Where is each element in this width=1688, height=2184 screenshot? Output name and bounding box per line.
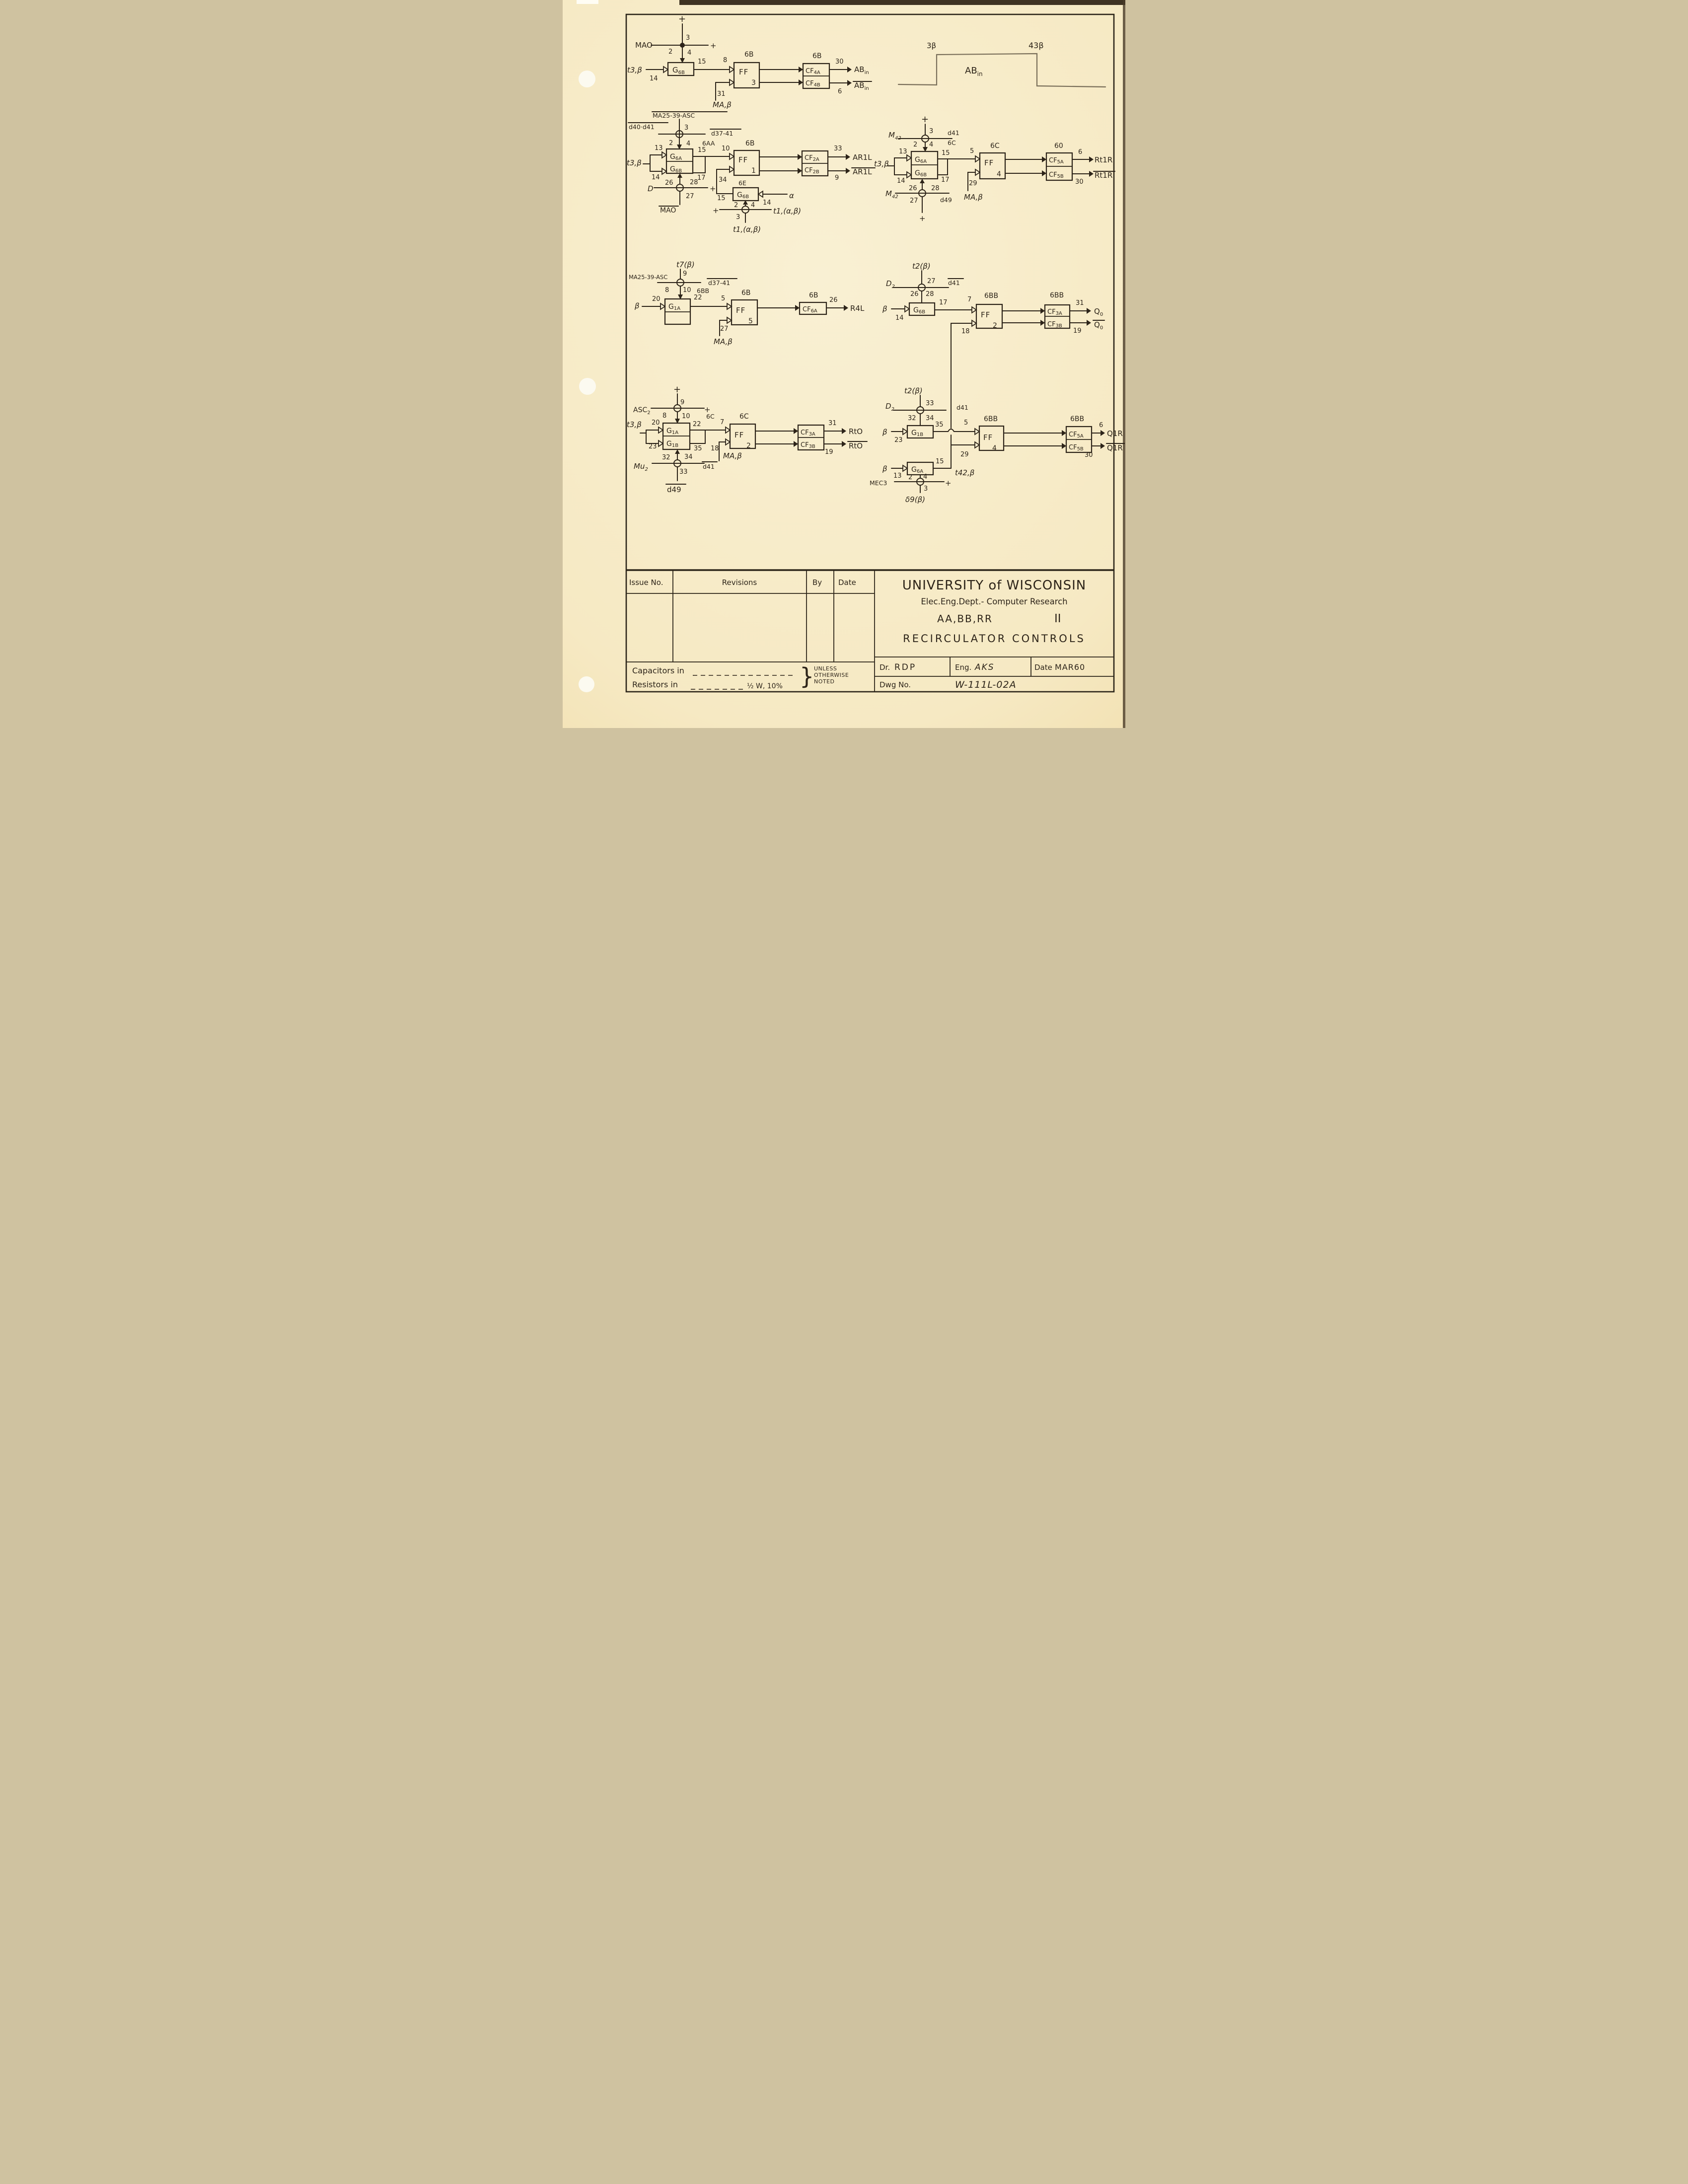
pin-label: 5	[721, 295, 726, 302]
pin-label: 3	[924, 485, 928, 493]
pin-label: 26	[829, 296, 838, 304]
note-value: ½ W, 10%	[747, 682, 783, 690]
module-tag: 6BB	[1050, 291, 1064, 299]
output-label: Q1R	[1107, 443, 1123, 452]
pin-label: 26	[665, 179, 673, 187]
cf-label: CF3B	[1047, 321, 1062, 329]
pin-label: 5	[964, 419, 968, 427]
signal-label: MA25-39-ASC	[653, 112, 695, 119]
time-label: 43β	[1028, 41, 1044, 50]
ff-label: FF	[734, 431, 744, 439]
pin-label: 31	[1076, 299, 1084, 307]
pin-label: 10	[683, 287, 691, 294]
gate-label: $G_{6B}$	[672, 66, 685, 75]
pin-label: 35	[935, 421, 944, 429]
pin-label: 15	[936, 458, 944, 465]
department-name: Elec.Eng.Dept.- Computer Research	[921, 597, 1068, 606]
pin-label: 7	[720, 419, 725, 426]
output-label: $Q_0$	[1094, 320, 1103, 331]
cf-label: CF3A	[1047, 308, 1062, 316]
pin-label: 9	[683, 270, 687, 278]
pin-label: 23	[894, 437, 903, 444]
signal-label: $D_2$	[885, 402, 894, 412]
output-label: $Q_0$	[1094, 307, 1103, 317]
signal-label: d41	[956, 404, 968, 411]
pin-label: 8	[665, 287, 669, 294]
ff-number: 5	[748, 317, 753, 325]
wires	[891, 323, 1124, 493]
circuit-r4l	[629, 260, 865, 346]
signal-label: t3,β	[627, 66, 642, 74]
pin-label: 3	[929, 128, 934, 135]
pin-label: 9	[835, 174, 839, 182]
signal-label: t2(β)	[904, 386, 923, 395]
ff-number: 2	[746, 442, 751, 450]
title-block	[875, 578, 1114, 690]
pin-label: 13	[899, 148, 907, 155]
scan-top-band	[679, 0, 1125, 5]
signal-label: t2(β)	[912, 262, 931, 271]
pin-label: 33	[834, 145, 842, 152]
signal-label: d41	[948, 129, 959, 137]
field-value: RDP	[894, 662, 917, 672]
note-label: Capacitors in	[632, 666, 684, 675]
gate-label: G1A	[668, 303, 681, 311]
pin-label: 4	[687, 49, 692, 57]
signal-label: d40·d41	[629, 123, 655, 131]
pin-label: 6	[838, 88, 842, 95]
signal-label: MAO	[660, 207, 676, 215]
pin-label: 2	[913, 141, 918, 148]
pulse-waveform	[898, 54, 1105, 87]
circuit-ar1l	[627, 112, 875, 234]
module-tag: 6C	[948, 139, 956, 146]
pin-label: 10	[682, 413, 690, 420]
field-label: Eng.	[955, 663, 972, 672]
plus-mark: +	[678, 14, 686, 24]
pin-label: 26	[910, 291, 919, 298]
pin-label: 34	[684, 453, 693, 461]
schematic-page	[563, 0, 1125, 728]
pin-label: 14	[650, 75, 658, 82]
signal-label: MA,β	[714, 337, 733, 346]
cf-label: CF5B	[1049, 171, 1064, 179]
pin-label: 14	[895, 314, 904, 322]
module-tag: 6AA	[702, 140, 715, 147]
signal-label: $M_{42}$	[888, 131, 901, 141]
signal-label: t7(β)	[676, 260, 695, 269]
drawing-number: W-111L-02A	[955, 679, 1017, 690]
pin-label: 3	[686, 34, 690, 42]
pin-label: 27	[686, 193, 694, 200]
plus-mark: +	[919, 214, 926, 223]
pin-label: 3	[684, 124, 689, 132]
signal-label: d37-41	[708, 279, 731, 287]
paper-chip	[577, 0, 598, 4]
signal-label: MA,β	[713, 100, 732, 109]
ff-number: 4	[992, 444, 997, 452]
module-tag: 6B	[812, 52, 822, 60]
output-label: AR1L	[853, 153, 872, 162]
pin-label: 9	[680, 399, 685, 406]
pin-label: 15	[717, 195, 726, 202]
pin-label: 34	[926, 415, 934, 422]
output-label: Q1R	[1107, 429, 1123, 438]
pin-label: 19	[825, 448, 833, 456]
pin-label: 5	[970, 147, 974, 155]
module-tag: 6C	[990, 142, 1000, 150]
module-tag: 6E	[738, 179, 746, 187]
pin-label: 2	[669, 140, 673, 147]
gate-label: G6B	[915, 169, 927, 178]
plus-mark: +	[704, 405, 711, 414]
pin-label: 33	[926, 400, 934, 407]
organization-name: UNIVERSITY of WISCONSIN	[902, 578, 1087, 593]
module-tag: 6BB	[984, 415, 998, 423]
cf-label: CF5A	[1049, 157, 1064, 165]
circuit-rt1r	[874, 114, 1115, 223]
ff-number: 1	[751, 167, 756, 175]
gate-label: G6B	[670, 165, 682, 174]
pin-label: 4	[929, 141, 934, 148]
pin-label: 4	[751, 202, 755, 209]
signal-label: δ9(β)	[905, 495, 925, 504]
ff-number: 2	[993, 322, 997, 330]
circuit-abin	[627, 14, 872, 109]
pin-label: 18	[711, 445, 719, 452]
pin-label: 30	[835, 58, 844, 66]
note-condition: NOTED	[814, 678, 835, 685]
field-label: Date	[1034, 663, 1052, 672]
ff-label: FF	[981, 310, 991, 319]
field-value: MAR60	[1055, 662, 1086, 672]
pin-label: 17	[939, 299, 948, 306]
note-label: Resistors in	[632, 680, 678, 689]
pin-label: 13	[893, 472, 902, 480]
signal-label: $D_2$	[886, 279, 895, 290]
notes-box	[632, 663, 849, 690]
gate-label: G1A	[666, 427, 679, 436]
pin-label: 20	[652, 295, 661, 303]
pin-label: 14	[897, 177, 905, 185]
column-header: Date	[838, 578, 856, 587]
signal-label: β	[882, 304, 887, 313]
cf-label: CF6A	[803, 306, 817, 314]
signal-label: β	[635, 301, 640, 310]
output-label: $AB_{in}$	[854, 65, 869, 75]
cf-label: CF3A	[801, 429, 815, 437]
pin-label: 8	[723, 57, 728, 64]
ff-number: 4	[997, 170, 1001, 178]
pin-label: 2	[908, 474, 913, 481]
gate-label: G6B	[913, 306, 926, 315]
signal-label: t3,β	[627, 420, 642, 429]
pin-label: 29	[969, 180, 977, 187]
pin-label: 2	[668, 48, 673, 56]
cf-label: CF2A	[805, 154, 819, 162]
pin-label: 23	[649, 443, 657, 450]
pin-label: 14	[652, 174, 660, 181]
pin-label: 14	[763, 199, 771, 207]
signal-label: t42,β	[955, 468, 975, 477]
sheet-number: II	[1054, 612, 1061, 625]
signal-label: d37-41	[711, 130, 734, 137]
pin-label: 22	[693, 421, 701, 428]
column-header: Issue No.	[629, 578, 663, 587]
signal-label: β	[882, 464, 887, 473]
pin-label: 34	[719, 176, 727, 184]
cf-label: CF3B	[801, 441, 815, 449]
pin-label: 32	[908, 415, 916, 422]
brace-glyph: }	[800, 663, 814, 690]
pin-label: 15	[698, 58, 706, 66]
signal-label: t3,β	[874, 159, 889, 168]
module-tag: 6BB	[1070, 415, 1085, 423]
plus-mark: +	[713, 206, 719, 215]
pin-label: 27	[720, 325, 729, 333]
note-condition: OTHERWISE	[814, 672, 849, 678]
pin-label: 20	[652, 419, 660, 427]
waveform-signal-label: $AB_{in}$	[965, 66, 983, 77]
cf-label: CF2B	[805, 167, 819, 175]
gate-label: G6B	[737, 191, 749, 200]
pin-label: 27	[927, 278, 936, 285]
time-label: 3β	[927, 41, 937, 50]
module-tag: 6BB	[984, 292, 999, 300]
pin-label: 22	[694, 294, 702, 301]
output-label: Rt1R	[1095, 155, 1113, 164]
module-tag: 6B	[745, 140, 755, 147]
signal-label: α	[789, 191, 794, 200]
output-label: RtO	[849, 427, 863, 436]
pin-label: 8	[662, 412, 667, 420]
pin-label: 30	[1075, 178, 1084, 186]
pin-label: 32	[662, 454, 670, 461]
gate-label: G1B	[666, 440, 679, 448]
pin-label: 28	[690, 179, 698, 186]
cf-label: CF5A	[1069, 431, 1084, 439]
plus-mark: +	[673, 384, 681, 395]
signal-label: MAO	[635, 41, 653, 50]
signal-label: MEC3	[870, 479, 887, 487]
pin-label: 2	[734, 202, 738, 209]
waveform-sketch	[898, 41, 1105, 87]
signal-label: MA,β	[723, 451, 742, 460]
cf-label: CF5B	[1069, 444, 1084, 452]
gate-label: G6A	[915, 156, 927, 164]
column-header: Revisions	[722, 578, 757, 587]
punch-hole	[579, 378, 596, 395]
gate-label: G6A	[911, 466, 924, 474]
gate-label: G1B	[911, 429, 924, 437]
signal-label: MA25-39-ASC	[629, 274, 668, 281]
ff-number: 3	[751, 79, 756, 87]
drawing-canvas	[563, 0, 1125, 728]
revisions-table	[626, 570, 875, 662]
pin-label: 17	[697, 174, 706, 182]
ff-label: FF	[739, 68, 749, 76]
field-label: Dr.	[880, 663, 890, 672]
circuit-q0	[882, 262, 1104, 335]
pin-label: 29	[960, 451, 969, 458]
gate-label: G6A	[670, 153, 682, 161]
pin-label: 33	[679, 468, 688, 476]
pin-label: 26	[909, 185, 917, 192]
pin-label: 13	[655, 145, 663, 152]
output-label: R4L	[850, 304, 865, 313]
pin-label: 28	[931, 185, 940, 192]
output-label: RtO	[849, 441, 863, 450]
signal-label: t3,β	[627, 158, 642, 167]
pin-label: 4	[923, 473, 928, 481]
signal-label: MA,β	[964, 193, 983, 202]
pin-label: 10	[722, 145, 730, 152]
signal-label: D	[648, 184, 654, 193]
signal-label: t1,(α,β)	[773, 207, 802, 216]
field-label: Dwg No.	[880, 680, 911, 689]
output-label: Rt1R	[1095, 171, 1113, 180]
cf-label: CF4A	[806, 68, 820, 75]
scan-artifacts	[577, 0, 1125, 728]
field-value: AKS	[975, 662, 995, 672]
plus-mark: +	[945, 479, 952, 488]
ff-label: FF	[984, 158, 994, 167]
output-label: $AB_{in}$	[854, 81, 869, 91]
circuit-rto	[627, 384, 867, 494]
cf-label: CF4B	[806, 80, 820, 88]
ff-label: FF	[736, 306, 746, 315]
module-tag: 6B	[809, 291, 818, 299]
output-label: AR1L	[853, 167, 872, 176]
pin-label: 15	[698, 146, 706, 154]
note-condition: UNLESS	[814, 665, 837, 672]
signal-label: d49	[667, 485, 681, 494]
signal-label: d49	[940, 196, 952, 204]
punch-hole	[579, 676, 594, 692]
scan-right-edge	[1123, 0, 1125, 728]
signal-label: $M_{42}$	[885, 189, 898, 200]
punch-hole	[579, 71, 595, 87]
ff-label: FF	[983, 433, 993, 442]
column-header: By	[812, 578, 822, 587]
pin-label: 4	[686, 140, 691, 147]
signal-label: β	[882, 428, 887, 437]
module-tag: 6C	[706, 413, 715, 420]
pin-label: 6	[1078, 148, 1083, 156]
pin-label: 15	[942, 149, 950, 157]
signal-label: d41	[703, 463, 715, 470]
drawing-subtitle: AA,BB,RR	[937, 613, 993, 625]
signal-label: $ASC_2$	[633, 406, 651, 416]
plus-mark: +	[710, 41, 717, 50]
pin-label: 3	[736, 214, 740, 221]
signal-label: t1,(α,β)	[733, 225, 761, 234]
pin-label: 6	[1099, 422, 1103, 429]
module-tag: 6C	[739, 413, 749, 421]
pin-label: 17	[941, 176, 950, 184]
circuit-q1r	[870, 323, 1124, 504]
module-tag: 6B	[741, 289, 751, 297]
pin-label: 35	[694, 445, 702, 452]
module-tag: 60	[1054, 142, 1063, 150]
pin-label: 31	[717, 90, 726, 98]
pin-label: 30	[1085, 451, 1093, 459]
pin-label: 7	[967, 296, 972, 303]
pin-label: 28	[926, 291, 934, 298]
pin-label: 19	[1073, 327, 1082, 335]
signal-label: $Mu_2$	[634, 462, 648, 472]
module-tag: 6BB	[697, 287, 710, 294]
pin-label: 27	[910, 197, 918, 205]
ff-label: FF	[738, 155, 748, 164]
signal-label: d41	[948, 279, 960, 287]
plus-mark: +	[710, 184, 716, 193]
module-tag: 6B	[744, 51, 754, 59]
plus-mark: +	[921, 114, 929, 125]
pin-label: 18	[961, 328, 970, 335]
pin-label: 31	[828, 420, 837, 427]
drawing-title: RECIRCULATOR CONTROLS	[903, 633, 1086, 645]
wire-junction-dot	[680, 43, 685, 48]
